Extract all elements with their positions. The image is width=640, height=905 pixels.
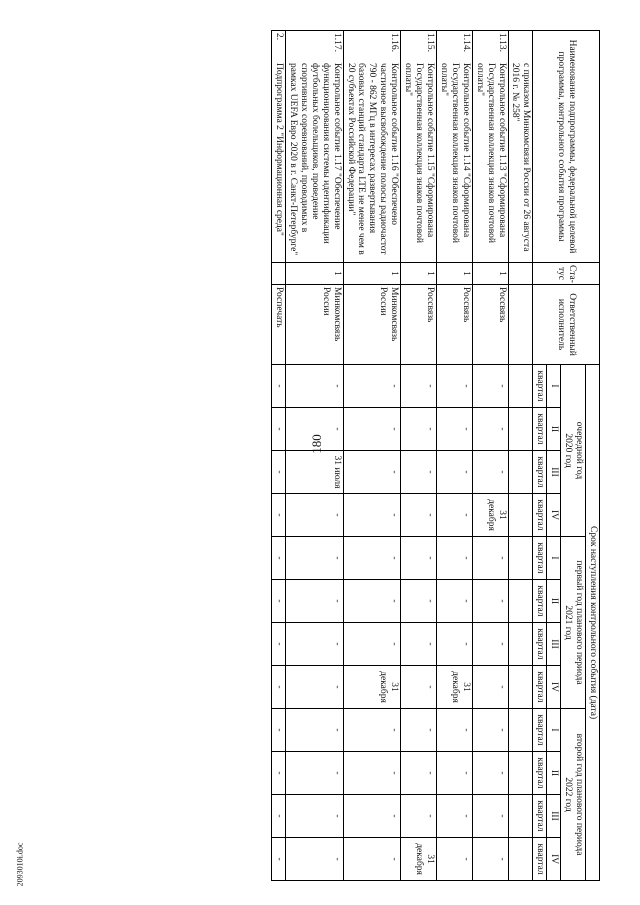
row-title: Контрольное событие 1.17 "Обеспечение функционирования системы идентификации футбольных болельщиков, проведение спортивных соревнований, проводимых в рамках UEFA Евро 2020 в г. Санкт-Петербурге" (287, 63, 342, 256)
table-row (343, 31, 401, 881)
quarter-date-cell: 31 декабря (472, 494, 508, 537)
quarter-date-cell: 31 декабря (343, 666, 401, 709)
quarter-date-cell: - (286, 494, 344, 537)
quarter-date-cell: - (286, 838, 344, 881)
header-quarter-num: II (547, 580, 561, 623)
quarter-date-cell: - (343, 494, 401, 537)
quarter-date-cell: - (343, 623, 401, 666)
quarter-date-cell: - (472, 752, 508, 795)
row-status: 1 (343, 263, 401, 285)
table-row (401, 31, 437, 881)
quarter-date-cell: - (272, 666, 286, 709)
row-name-cell (437, 31, 473, 263)
header-year-group-2: первый год планового периода 2021 год (561, 537, 586, 709)
header-quarter-word: квартал (533, 494, 547, 537)
quarter-date-cell: - (401, 537, 437, 580)
header-name: Наименование подпрограммы, федеральной целевой программы, контрольного события программы (533, 31, 600, 263)
header-quarter-word: квартал (533, 451, 547, 494)
quarter-date-cell: - (401, 408, 437, 451)
quarter-date-cell: - (272, 709, 286, 752)
quarter-date-cell: - (272, 537, 286, 580)
quarter-date-cell: - (286, 580, 344, 623)
row-number: 1.16. (389, 33, 400, 52)
table-row (272, 31, 286, 881)
header-quarter-word: квартал (533, 838, 547, 881)
rotated-table-container (80, 30, 600, 880)
page-number: 180 (308, 434, 324, 454)
header-quarter-word: квартал (533, 752, 547, 795)
quarter-date-cell: - (472, 623, 508, 666)
row-number: 1.15. (425, 33, 436, 52)
header-quarter-num: III (547, 623, 561, 666)
quarter-date-cell: - (286, 709, 344, 752)
header-quarter-word: квартал (533, 580, 547, 623)
quarter-date-cell (508, 494, 533, 537)
quarter-date-cell: - (437, 623, 473, 666)
row-name-cell (272, 31, 286, 263)
row-title: Контрольное событие 1.15 "Сформирована Государственная коллекция знаков почтовой оплаты" (403, 63, 436, 244)
quarter-date-cell (508, 580, 533, 623)
row-executor: Россвязь (401, 285, 437, 365)
quarter-date-cell (508, 795, 533, 838)
quarter-date-cell: - (437, 580, 473, 623)
quarter-date-cell: - (437, 537, 473, 580)
row-title: Контрольное событие 1.16 "Обеспечено частичное высвобождение полосы радиочастот 790 - 862 МГц в интересах развертывания базовых станций стандарта LTE не менее чем в 20 субъектах Российской Федерации" (345, 63, 400, 255)
header-quarter-num: III (547, 451, 561, 494)
quarter-date-cell: - (286, 537, 344, 580)
quarter-date-cell: - (286, 666, 344, 709)
row-title: Контрольное событие 1.14 "Сформирована Государственная коллекция знаков почтовой оплаты" (438, 63, 471, 244)
quarter-date-cell: - (472, 580, 508, 623)
header-quarter-num: I (547, 365, 561, 408)
row-executor: Минкомсвязь России (343, 285, 401, 365)
header-quarter-num: IV (547, 494, 561, 537)
quarter-date-cell: - (401, 666, 437, 709)
row-executor: Роспечать (272, 285, 286, 365)
quarter-date-cell (508, 752, 533, 795)
quarter-date-cell: - (343, 537, 401, 580)
row-executor: Россвязь (472, 285, 508, 365)
header-quarter-num: IV (547, 666, 561, 709)
header-term: Срок наступления контрольного события (дата) (586, 365, 600, 881)
row-name-cell (343, 31, 401, 263)
quarter-date-cell: - (343, 838, 401, 881)
header-quarter-num: II (547, 408, 561, 451)
header-quarter-word: квартал (533, 666, 547, 709)
quarter-date-cell: - (401, 623, 437, 666)
quarter-date-cell: 31 декабря (437, 666, 473, 709)
quarter-date-cell: - (437, 709, 473, 752)
quarter-date-cell: - (272, 623, 286, 666)
header-quarter-word: квартал (533, 795, 547, 838)
quarter-date-cell (508, 709, 533, 752)
quarter-date-cell: - (472, 709, 508, 752)
header-quarter-num: III (547, 795, 561, 838)
quarter-date-cell: - (272, 838, 286, 881)
quarter-date-cell (508, 537, 533, 580)
quarter-date-cell: - (401, 752, 437, 795)
table-row (437, 31, 473, 881)
quarter-date-cell: - (472, 408, 508, 451)
quarter-date-cell: - (437, 408, 473, 451)
header-quarter-num: IV (547, 838, 561, 881)
row-status (272, 263, 286, 285)
quarter-date-cell: - (437, 365, 473, 408)
quarter-date-cell (508, 838, 533, 881)
quarter-date-cell: - (401, 580, 437, 623)
quarter-date-cell: - (472, 795, 508, 838)
row-number: 2. (274, 33, 285, 41)
row-status: 1 (437, 263, 473, 285)
row-name-cell (286, 31, 344, 263)
quarter-date-cell: - (437, 451, 473, 494)
row-executor: Минкомсвязь России (286, 285, 344, 365)
quarter-date-cell: - (343, 795, 401, 838)
quarter-date-cell: - (272, 795, 286, 838)
quarter-date-cell: - (437, 838, 473, 881)
row-status: 1 (286, 263, 344, 285)
row-executor (508, 285, 533, 365)
quarter-date-cell: - (472, 666, 508, 709)
header-quarter-word: квартал (533, 537, 547, 580)
table-row (286, 31, 344, 881)
footer-filename: 2093010i.doc (15, 842, 25, 887)
row-status (508, 263, 533, 285)
quarter-date-cell: - (472, 838, 508, 881)
quarter-date-cell: - (343, 451, 401, 494)
header-year-group-3: второй год планового периода 2022 год (561, 709, 586, 881)
quarter-date-cell: - (272, 365, 286, 408)
quarter-date-cell: - (401, 709, 437, 752)
header-year-group-1: очередной год 2020 год (561, 365, 586, 537)
control-events-table (271, 30, 600, 881)
row-name-cell (508, 31, 533, 263)
quarter-date-cell (508, 408, 533, 451)
quarter-date-cell: - (272, 494, 286, 537)
table-row (472, 31, 508, 881)
quarter-date-cell: - (343, 709, 401, 752)
quarter-date-cell: - (286, 623, 344, 666)
quarter-date-cell: - (437, 494, 473, 537)
quarter-date-cell: - (286, 365, 344, 408)
row-number: 1.17. (331, 33, 342, 52)
row-number: 1.13. (496, 33, 507, 52)
row-status: 1 (401, 263, 437, 285)
header-quarter-word: квартал (533, 709, 547, 752)
quarter-date-cell: - (472, 537, 508, 580)
quarter-date-cell: - (401, 494, 437, 537)
quarter-date-cell: 31 июля (286, 451, 344, 494)
header-quarter-word: квартал (533, 365, 547, 408)
row-number: 1.14. (460, 33, 471, 52)
quarter-date-cell: - (401, 451, 437, 494)
row-title: Контрольное событие 1.13 "Сформирована Государственная коллекция знаков почтовой оплаты" (474, 63, 507, 244)
quarter-date-cell: - (272, 580, 286, 623)
row-name-cell (401, 31, 437, 263)
quarter-date-cell: - (343, 580, 401, 623)
quarter-date-cell: - (437, 795, 473, 838)
quarter-date-cell: - (343, 408, 401, 451)
row-title: с приказом Минкомсвязи России от 26 августа 2016 г. № 258" (510, 63, 532, 252)
header-quarter-num: I (547, 537, 561, 580)
quarter-date-cell: - (437, 752, 473, 795)
quarter-date-cell: - (343, 365, 401, 408)
header-quarter-word: квартал (533, 623, 547, 666)
header-quarter-num: II (547, 752, 561, 795)
quarter-date-cell (508, 623, 533, 666)
header-executor: Ответственный исполнитель (533, 285, 600, 365)
quarter-date-cell: - (272, 408, 286, 451)
table-body (272, 31, 533, 881)
header-status: Ста-тус (533, 263, 600, 285)
quarter-date-cell: - (272, 752, 286, 795)
quarter-date-cell: - (286, 795, 344, 838)
quarter-date-cell: - (272, 451, 286, 494)
row-executor: Россвязь (437, 285, 473, 365)
header-quarter-word: квартал (533, 408, 547, 451)
quarter-date-cell: - (401, 795, 437, 838)
row-status: 1 (472, 263, 508, 285)
quarter-date-cell: - (343, 752, 401, 795)
row-name-cell (472, 31, 508, 263)
header-quarter-num: I (547, 709, 561, 752)
quarter-date-cell (508, 666, 533, 709)
quarter-date-cell (508, 365, 533, 408)
quarter-date-cell: - (472, 365, 508, 408)
quarter-date-cell: - (401, 365, 437, 408)
quarter-date-cell: 31 декабря (401, 838, 437, 881)
quarter-date-cell (508, 451, 533, 494)
table-row (508, 31, 533, 881)
quarter-date-cell: - (286, 752, 344, 795)
quarter-date-cell: - (472, 451, 508, 494)
quarter-date-cell: - (286, 408, 344, 451)
row-title: Подпрограмма 2 "Информационная среда" (274, 63, 285, 236)
